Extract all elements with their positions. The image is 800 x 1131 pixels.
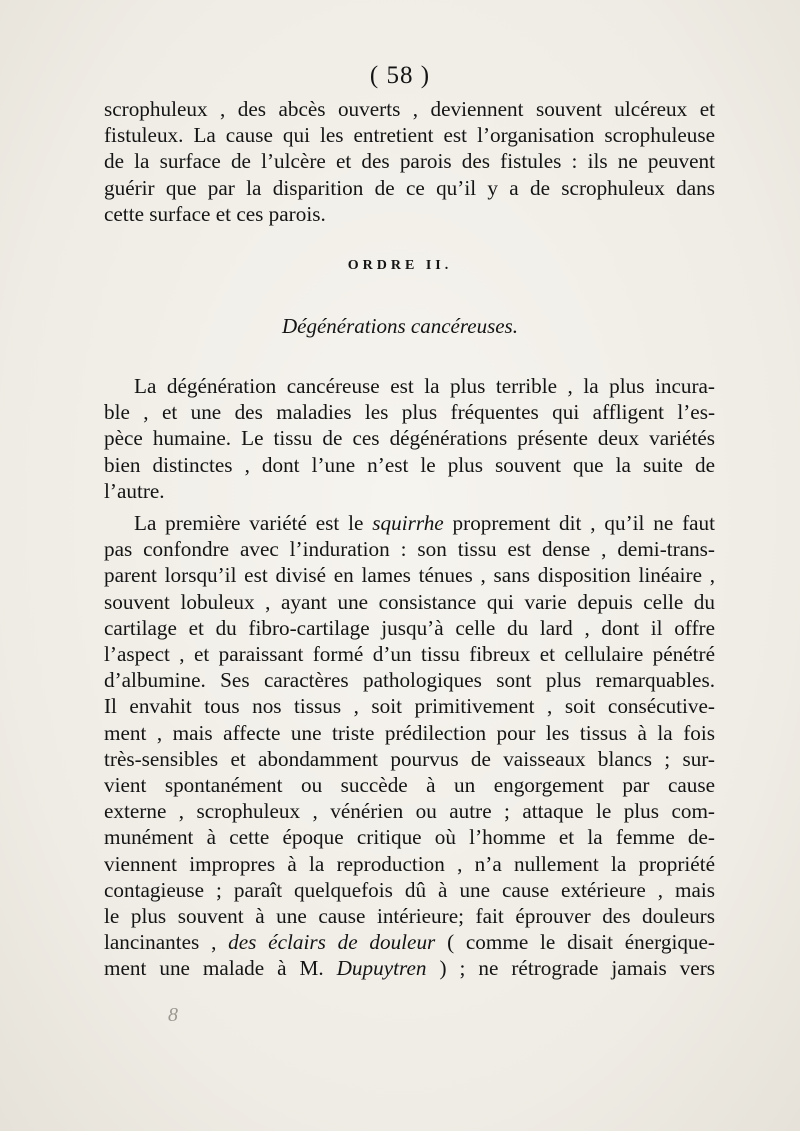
text-line <box>104 955 715 981</box>
continuation-paragraph <box>104 96 715 227</box>
signature-mark: 8 <box>168 1004 178 1026</box>
text-line: l’aspect , et paraissant formé d’un tissu fibreux et cellulaire pénétré <box>104 642 715 667</box>
text-line <box>104 510 715 536</box>
text-span: proprement dit , qu’il ne faut <box>443 511 716 535</box>
text-span: ( comme le disait énergique- <box>435 930 715 955</box>
text-line: ment , mais affecte une triste prédilection pour les tissus à la fois <box>104 720 715 745</box>
text-line: viennent impropres à la reproduction , n’a nullement la propriété <box>104 851 715 876</box>
text-line: guérir que par la disparition de ce qu’il y a de scrophuleux dans <box>104 175 715 200</box>
section-subheading: Dégénérations cancéreuses. <box>282 314 518 338</box>
italic-quote: des éclairs de douleur <box>228 930 436 955</box>
italic-term: squirrhe <box>372 511 444 535</box>
text-line: pas confondre avec l’induration : son tissu est dense , demi-trans- <box>104 537 715 562</box>
text-line: La dégénération cancéreuse est la plus terrible , la plus incura- <box>134 374 715 398</box>
text-line: le plus souvent à une cause intérieure; fait éprouver des douleurs <box>104 904 715 929</box>
text-line: scrophuleux , des abcès ouverts , deviennent souvent ulcéreux et <box>104 97 715 121</box>
text-line: Il envahit tous nos tissus , soit primitivement , soit consécutive- <box>104 694 715 719</box>
italic-name: Dupuytren <box>336 956 427 981</box>
text-line: bien distinctes , dont l’une n’est le plus souvent que la suite de <box>104 452 715 477</box>
text-span: ) ; ne rétrograde jamais vers <box>426 956 716 981</box>
text-line: munément à cette époque critique où l’homme et la femme de- <box>104 825 715 850</box>
text-line: cartilage et du fibro-cartilage jusqu’à celle du lard , dont il offre <box>104 615 715 640</box>
text-span: ment une malade à M. <box>104 956 337 981</box>
text-span: lancinantes , <box>104 930 229 955</box>
text-line: parent lorsqu’il est divisé en lames ténues , sans disposition linéaire , <box>104 563 715 588</box>
text-line: contagieuse ; paraît quelquefois dû à une cause extérieure , mais <box>104 877 715 902</box>
text-line: pèce humaine. Le tissu de ces dégénérations présente deux variétés <box>104 426 715 451</box>
text-line: de la surface de l’ulcère et des parois des fistules : ils ne peuvent <box>104 149 715 174</box>
text-line: ble , et une des maladies les plus fréquentes qui affligent l’es- <box>104 400 715 425</box>
section-heading: ORDRE II. <box>347 258 453 273</box>
text-line: cette surface et ces parois. <box>104 201 326 226</box>
page-number: ( 58 ) <box>369 62 431 89</box>
text-line: fistuleux. La cause qui les entretient est l’organisation scrophuleuse <box>104 123 715 148</box>
text-line: d’albumine. Ses caractères pathologiques sont plus remarquables. <box>104 668 715 693</box>
paragraph-cancer-intro <box>104 373 715 504</box>
text-line: externe , scrophuleux , vénérien ou autre ; attaque le plus com- <box>104 799 715 824</box>
text-line: vient spontanément ou succède à un engorgement par cause <box>104 773 715 798</box>
text-line: l’autre. <box>104 478 165 503</box>
text-line: souvent lobuleux , ayant une consistance qui varie depuis celle du <box>104 589 715 614</box>
text-line: très-sensibles et abondamment pourvus de vaisseaux blancs ; sur- <box>104 746 715 771</box>
text-span: La première variété est le <box>134 511 373 535</box>
paragraph-squirrhe <box>104 510 715 982</box>
text-line <box>104 929 715 955</box>
